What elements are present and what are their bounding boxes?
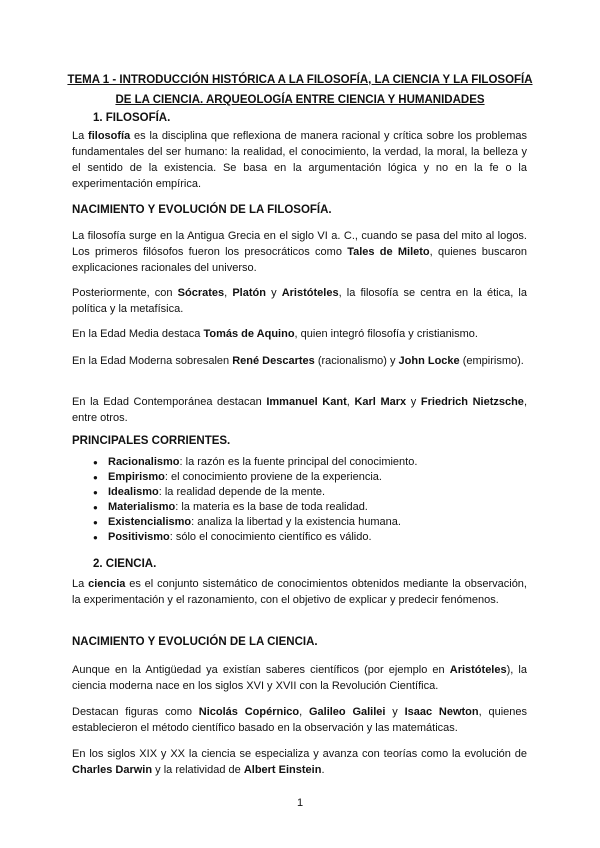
name-einstein: Albert Einstein: [243, 764, 322, 776]
name-tomas-aquino: Tomás de Aquino: [203, 328, 295, 340]
currents-list: [93, 455, 417, 545]
paragraph-origen-ciencia: Aunque en la Antigüedad ya existían saberes científicos (por ejemplo en Aristóteles), la ciencia moderna nace en los siglos XVI y XVII con la Revolución Científica.: [72, 664, 527, 692]
paragraph-edad-contemporanea: En la Edad Contemporánea destacan Immanuel Kant, Karl Marx y Friedrich Nietzsche, entre otros.: [72, 396, 527, 424]
title-line-1: TEMA 1 - INTRODUCCIÓN HISTÓRICA A LA FILOSOFÍA, LA CIENCIA Y LA FILOSOFÍA: [67, 74, 533, 86]
list-item: ● Empirismo: el conocimiento proviene de la experiencia.: [93, 470, 417, 485]
name-socrates: Sócrates: [177, 287, 225, 299]
title-line-2: DE LA CIENCIA. ARQUEOLOGÍA ENTRE CIENCIA Y HUMANIDADES: [115, 94, 485, 106]
document-title: [60, 70, 540, 110]
list-item: ● Positivismo: sólo el conocimiento científico es válido.: [93, 530, 417, 545]
name-platon: Platón: [232, 287, 266, 299]
name-aristoteles-2: Aristóteles: [449, 664, 507, 676]
list-item: ● Idealismo: la realidad depende de la mente.: [93, 485, 417, 500]
heading-nacimiento-filosofia: NACIMIENTO Y EVOLUCIÓN DE LA FILOSOFÍA.: [72, 204, 332, 216]
heading-principales-corrientes: PRINCIPALES CORRIENTES.: [72, 435, 231, 447]
paragraph-grecia-clasica: Posteriormente, con Sócrates, Platón y Aristóteles, la filosofía se centra en la ética, la política y la metafísica.: [72, 287, 527, 315]
name-galileo: Galileo Galilei: [308, 706, 386, 718]
name-descartes: René Descartes: [232, 355, 315, 367]
paragraph-edad-media: En la Edad Media destaca Tomás de Aquino, quien integró filosofía y cristianismo.: [72, 328, 478, 340]
paragraph-ciencia-definition: La ciencia es el conjunto sistemático de conocimientos obtenidos mediante la observación, la experimentación y el razonamiento, con el objetivo de explicar y predecir fenómenos.: [72, 578, 527, 606]
name-newton: Isaac Newton: [404, 706, 479, 718]
paragraph-edad-moderna: En la Edad Moderna sobresalen René Descartes (racionalismo) y John Locke (empirismo).: [72, 355, 524, 367]
name-locke: John Locke: [398, 355, 460, 367]
paragraph-revolucion-cientifica: Destacan figuras como Nicolás Copérnico, Galileo Galilei y Isaac Newton, quienes establecieron el método científico basado en la observación y las matemáticas.: [72, 706, 527, 734]
section-heading-filosofia: 1. FILOSOFÍA.: [93, 112, 171, 124]
name-marx: Karl Marx: [354, 396, 407, 408]
paragraph-filosofia-definition: La filosofía es la disciplina que reflexiona de manera racional y crítica sobre los problemas fundamentales del ser humano: la realidad, el conocimiento, la verdad, la moral, la belleza y el sentido de la existencia. Se basa en la argumentación lógica y no en la fe o la experimentación empírica.: [72, 130, 527, 190]
name-aristoteles: Aristóteles: [281, 287, 339, 299]
name-darwin: Charles Darwin: [72, 764, 153, 776]
name-tales: Tales de Mileto: [347, 246, 430, 258]
heading-nacimiento-ciencia: NACIMIENTO Y EVOLUCIÓN DE LA CIENCIA.: [72, 636, 318, 648]
term-ciencia: ciencia: [88, 578, 126, 590]
name-nietzsche: Friedrich Nietzsche: [420, 396, 524, 408]
paragraph-origen-filosofia: La filosofía surge en la Antigua Grecia en el siglo VI a. C., cuando se pasa del mito al logos. Los primeros filósofos fueron los presocráticos como Tales de Mileto, quienes buscaron explicaciones racionales del universo.: [72, 230, 528, 274]
list-item: ● Existencialismo: analiza la libertad y la existencia humana.: [93, 515, 417, 530]
list-item: ● Racionalismo: la razón es la fuente principal del conocimiento.: [93, 455, 417, 470]
name-copernico: Nicolás Copérnico: [198, 706, 300, 718]
page-number: 1: [296, 797, 304, 809]
list-item: ● Materialismo: la materia es la base de toda realidad.: [93, 500, 417, 515]
term-filosofia: filosofía: [88, 130, 131, 142]
section-heading-ciencia: 2. CIENCIA.: [93, 558, 157, 570]
name-kant: Immanuel Kant: [266, 396, 347, 408]
paragraph-siglos-xix-xx: En los siglos XIX y XX la ciencia se especializa y avanza con teorías como la evolución de Charles Darwin y la relatividad de Albert Einstein.: [72, 748, 527, 776]
